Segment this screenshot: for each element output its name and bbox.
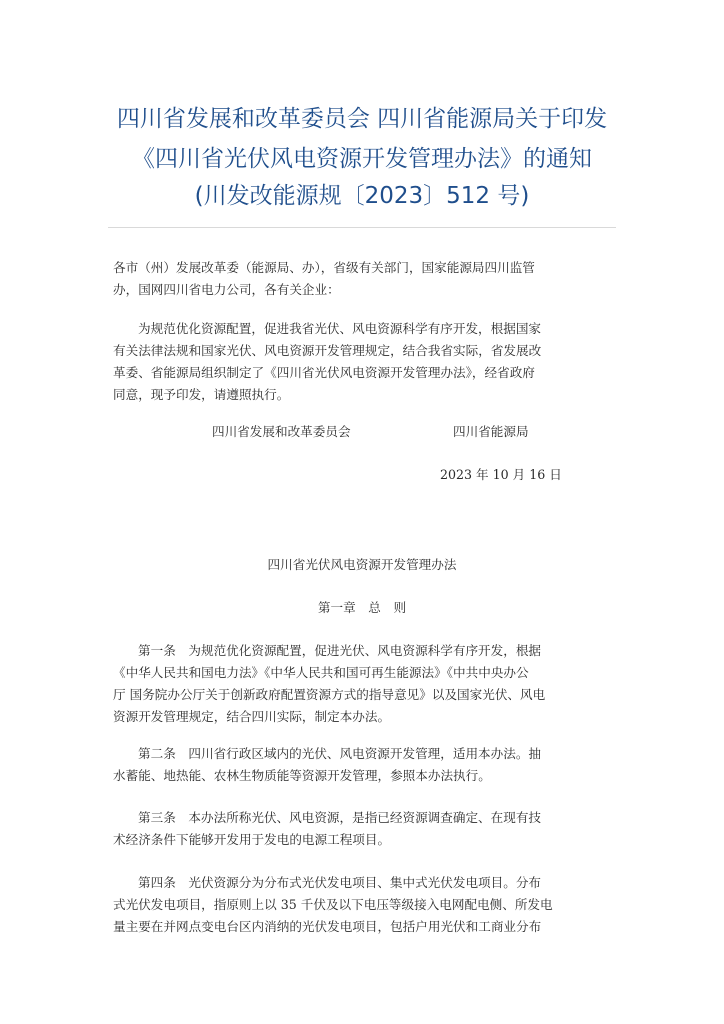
intro-line-3: 革委、省能源局组织制定了《四川省光伏风电资源开发管理办法》，经省政府 [113, 365, 535, 380]
intro-line-1: 为规范优化资源配置，促进我省光伏、风电资源科学有序开发，根据国家 [138, 321, 541, 336]
title-line-1: 四川省发展和改革委员会 四川省能源局关于印发 [116, 106, 608, 132]
chapter-heading: 第一章 总 则 [317, 600, 407, 615]
article-4-line-3: 量主要在并网点变电台区内消纳的光伏发电项目，包括户用光伏和工商业分布 [113, 919, 542, 934]
addressee-line-2: 办，国网四川省电力公司，各有关企业： [113, 282, 340, 297]
article-1-line-3: 厅 国务院办公厅关于创新政府配置资源方式的指导意见》以及国家光伏、风电 [113, 687, 546, 702]
article-2-line-1: 第二条 四川省行政区域内的光伏、风电资源开发管理，适用本办法。抽 [138, 746, 541, 761]
article-3-line-2: 术经济条件下能够开发用于发电的电源工程项目。 [113, 832, 391, 847]
article-2 [113, 743, 613, 787]
title-line-3: (川发改能源规〔2023〕512 号) [194, 183, 530, 209]
article-1-line-4: 资源开发管理规定，结合四川实际，制定本办法。 [113, 709, 391, 724]
article-1 [113, 640, 613, 728]
article-2-line-2: 水蓄能、地热能、农林生物质能等资源开发管理，参照本办法执行。 [113, 768, 491, 783]
intro-paragraph [113, 318, 613, 406]
article-3-line-1: 第三条 本办法所称光伏、风电资源，是指已经资源调查确定、在现有技 [138, 810, 541, 825]
title-line-2: 《四川省光伏风电资源开发管理办法》的通知 [132, 146, 592, 172]
article-1-line-2: 《中华人民共和国电力法》《中华人民共和国可再生能源法》《中共中央办公 [113, 665, 529, 680]
intro-line-4: 同意，现予印发，请遵照执行。 [113, 387, 290, 402]
signature-org-1: 四川省发展和改革委员会 [212, 424, 351, 439]
article-1-line-1: 第一条 为规范优化资源配置，促进光伏、风电资源科学有序开发，根据 [138, 643, 541, 658]
addressee-line-1: 各市（州）发展改革委（能源局、办），省级有关部门，国家能源局四川监管 [113, 260, 535, 275]
article-4-line-2: 式光伏发电项目，指原则上以 35 千伏及以下电压等级接入电网配电侧、所发电 [113, 897, 553, 912]
article-3 [113, 807, 613, 851]
signature-org-2: 四川省能源局 [453, 424, 529, 439]
document-heading: 四川省光伏风电资源开发管理办法 [267, 557, 457, 572]
addressee-paragraph [113, 257, 613, 301]
article-4 [113, 872, 613, 938]
title-divider [108, 227, 616, 228]
intro-line-2: 有关法律法规和国家光伏、风电资源开发管理规定，结合我省实际，省发展改 [113, 343, 542, 358]
signature-date: 2023 年 10 月 16 日 [440, 467, 562, 482]
article-4-line-1: 第四条 光伏资源分为分布式光伏发电项目、集中式光伏发电项目。分布 [138, 875, 541, 890]
